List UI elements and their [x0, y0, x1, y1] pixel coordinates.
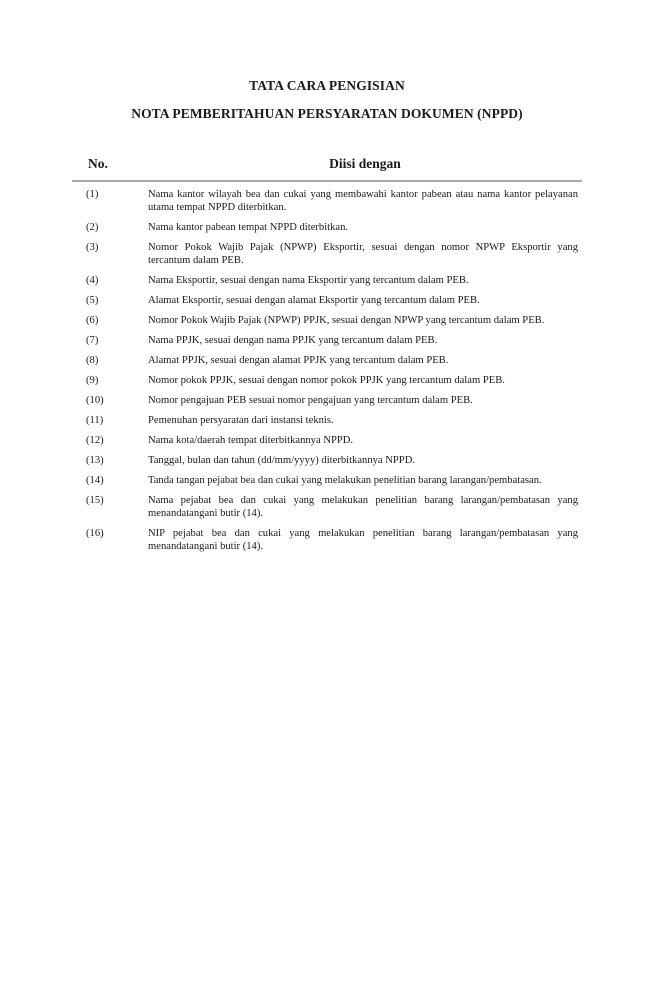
row-description: Nama kantor wilayah bea dan cukai yang membawahi kantor pabean atau nama kantor pelayanan utama tempat NPPD diterbitkan. — [148, 189, 578, 213]
row-description: Nomor pengajuan PEB sesuai nomor pengajuan yang tercantum dalam PEB. — [148, 395, 473, 406]
row-number: (11) — [86, 415, 104, 426]
row-description: NIP pejabat bea dan cukai yang melakukan penelitian barang larangan/pembatasan yang menandatangani butir (14). — [148, 528, 578, 552]
row-description: Alamat PPJK, sesuai dengan alamat PPJK yang tercantum dalam PEB. — [148, 355, 449, 366]
instruction-table — [72, 188, 582, 560]
table-row — [72, 454, 582, 467]
table-row — [72, 494, 582, 520]
row-number: (12) — [86, 435, 104, 446]
row-description: Nama kantor pabean tempat NPPD diterbitkan. — [148, 222, 349, 233]
table-row — [72, 354, 582, 367]
table-row — [72, 414, 582, 427]
row-number: (3) — [86, 242, 99, 253]
table-row — [72, 221, 582, 234]
table-row — [72, 294, 582, 307]
table-row — [72, 241, 582, 267]
table-row — [72, 434, 582, 447]
row-number: (13) — [86, 455, 104, 466]
table-row — [72, 334, 582, 347]
row-number: (7) — [86, 335, 99, 346]
table-row — [72, 474, 582, 487]
table-row — [72, 527, 582, 553]
row-description: Nama PPJK, sesuai dengan nama PPJK yang tercantum dalam PEB. — [148, 335, 438, 346]
row-description: Tanggal, bulan dan tahun (dd/mm/yyyy) diterbitkannya NPPD. — [148, 455, 416, 466]
table-row — [72, 374, 582, 387]
table-row — [72, 188, 582, 214]
row-number: (4) — [86, 275, 99, 286]
row-description: Nomor Pokok Wajib Pajak (NPWP) Eksportir, sesuai dengan nomor NPWP Eksportir yang tercantum dalam PEB. — [148, 242, 578, 266]
row-number: (8) — [86, 355, 99, 366]
row-description: Nomor Pokok Wajib Pajak (NPWP) PPJK, sesuai dengan NPWP yang tercantum dalam PEB. — [148, 315, 545, 326]
row-number: (5) — [86, 295, 99, 306]
table-row — [72, 394, 582, 407]
row-description: Nama kota/daerah tempat diterbitkannya NPPD. — [148, 435, 354, 446]
row-number: (10) — [86, 395, 104, 406]
document-subtitle: NOTA PEMBERITAHUAN PERSYARATAN DOKUMEN (NPPD) — [131, 106, 523, 121]
row-number: (16) — [86, 528, 104, 539]
row-number: (15) — [86, 495, 104, 506]
row-description: Pemenuhan persyaratan dari instansi teknis. — [148, 415, 334, 426]
row-number: (2) — [86, 222, 99, 233]
column-header-no: No. — [88, 156, 108, 171]
row-description: Nama pejabat bea dan cukai yang melakukan penelitian barang larangan/pembatasan yang menandatangani butir (14). — [148, 495, 578, 519]
row-number: (6) — [86, 315, 99, 326]
document-title: TATA CARA PENGISIAN — [249, 78, 405, 93]
header-divider — [72, 180, 582, 182]
row-number: (9) — [86, 375, 99, 386]
row-description: Tanda tangan pejabat bea dan cukai yang melakukan penelitian barang larangan/pembatasan. — [148, 475, 542, 486]
row-description: Nomor pokok PPJK, sesuai dengan nomor pokok PPJK yang tercantum dalam PEB. — [148, 375, 505, 386]
column-header-description: Diisi dengan — [329, 156, 401, 171]
row-description: Nama Eksportir, sesuai dengan nama Eksportir yang tercantum dalam PEB. — [148, 275, 469, 286]
row-description: Alamat Eksportir, sesuai dengan alamat Eksportir yang tercantum dalam PEB. — [148, 295, 480, 306]
row-number: (14) — [86, 475, 104, 486]
table-row — [72, 274, 582, 287]
table-row — [72, 314, 582, 327]
row-number: (1) — [86, 189, 99, 200]
